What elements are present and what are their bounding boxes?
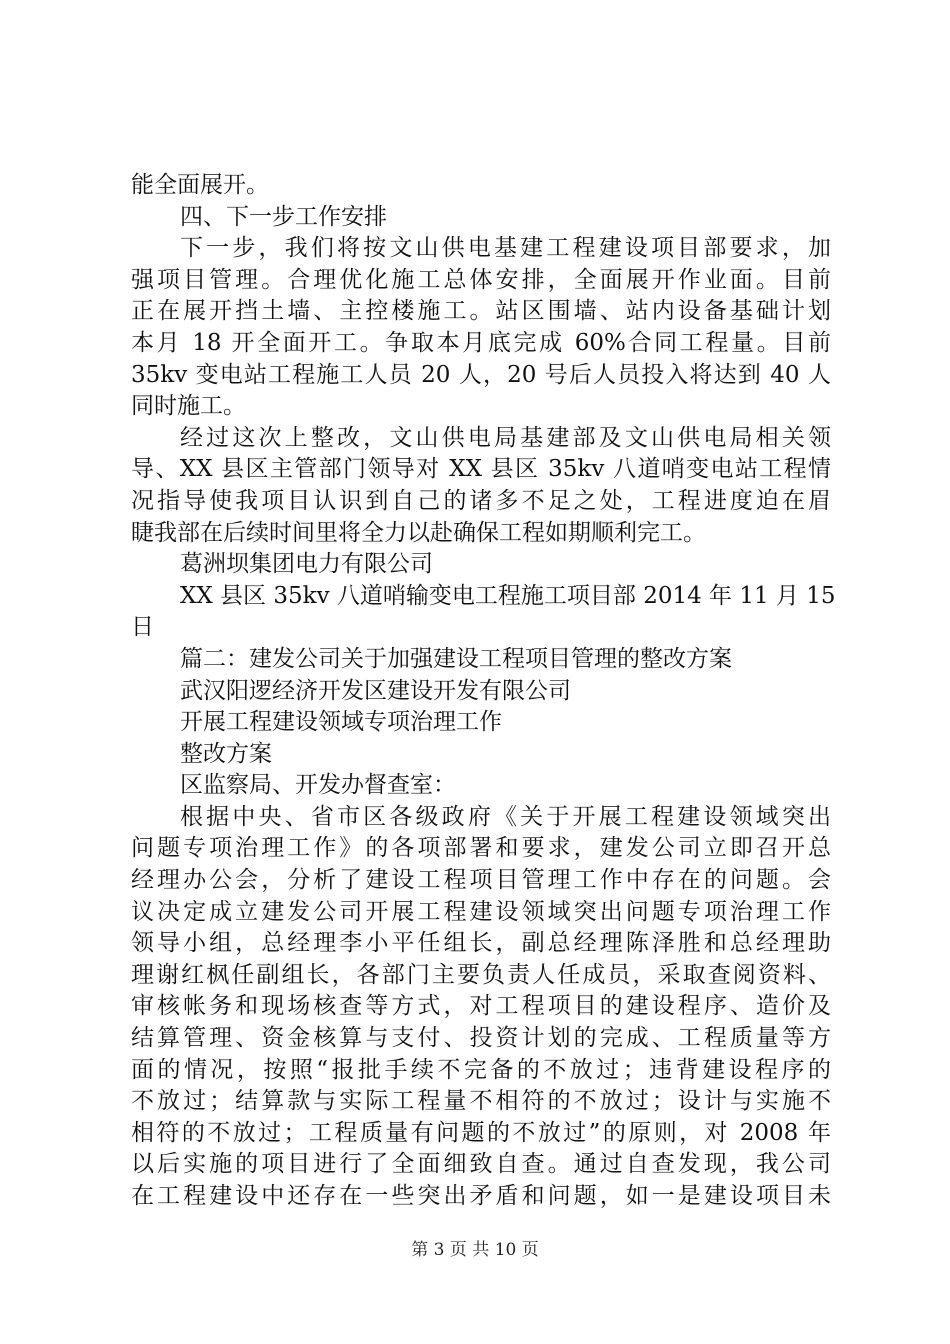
paragraph-line: 日 bbox=[131, 614, 154, 641]
paragraph-line: 35kv 变电站工程施工人员 20 人，20 号后人员投入将达到 40 人 bbox=[131, 361, 831, 388]
paragraph-line: 能全面展开。 bbox=[131, 172, 269, 198]
paragraph-line: 况指导使我项目认识到自己的诸多不足之处，工程进度迫在眉 bbox=[131, 487, 831, 514]
paragraph-line: 问题专项治理工作》的各项部署和要求，建发公司立即召开总 bbox=[131, 835, 831, 862]
paragraph-line: 结算管理、资金核算与支付、投资计划的完成、工程质量等方 bbox=[131, 1025, 831, 1052]
paragraph-line: 不放过；结算款与实际工程量不相符的不放过；设计与实施不 bbox=[131, 1088, 831, 1115]
paragraph-line: 正在展开挡土墙、主控楼施工。站区围墙、站内设备基础计划 bbox=[131, 298, 831, 325]
page-number-footer: 第 3 页 共 10 页 bbox=[411, 1240, 539, 1260]
body-text bbox=[131, 170, 836, 1213]
paragraph-line: 睫我部在后续时间里将全力以赴确保工程如期顺利完工。 bbox=[131, 519, 706, 546]
paragraph-line: 本月 18 开全面开工。争取本月底完成 60%合同工程量。目前 bbox=[131, 329, 831, 356]
paragraph-line: 领导小组，总经理李小平任组长，副总经理陈泽胜和总经理助 bbox=[131, 930, 831, 957]
paragraph-line: 经过这次上整改，文山供电局基建部及文山供电局相关领 bbox=[180, 424, 831, 451]
company-name: 武汉阳逻经济开发区建设开发有限公司 bbox=[180, 677, 571, 704]
section-heading: 四、下一步工作安排 bbox=[180, 203, 387, 230]
paragraph-line: 强项目管理。合理优化施工总体安排，全面展开作业面。目前 bbox=[131, 266, 831, 293]
paragraph-line: 导、XX 县区主管部门领导对 XX 县区 35kv 八道哨变电站工程情 bbox=[131, 456, 831, 483]
document-subtitle: 整改方案 bbox=[180, 740, 272, 767]
paragraph-line: 经理办公会，分析了建设工程项目管理工作中存在的问题。会 bbox=[131, 867, 831, 894]
paragraph-line: 在工程建设中还存在一些突出矛盾和问题，如一是建设项目未 bbox=[131, 1183, 831, 1209]
paragraph-line: 审核帐务和现场核查等方式，对工程项目的建设程序、造价及 bbox=[131, 993, 831, 1020]
paragraph-line: 理谢红枫任副组长，各部门主要负责人任成员，采取查阅资料、 bbox=[131, 961, 831, 988]
document-subtitle: 开展工程建设领域专项治理工作 bbox=[180, 709, 502, 736]
paragraph-line: 同时施工。 bbox=[131, 393, 246, 420]
paragraph-line: 根据中央、省市区各级政府《关于开展工程建设领域突出 bbox=[180, 803, 831, 830]
paragraph-line: 相符的不放过；工程质量有问题的不放过”的原则，对 2008 年 bbox=[131, 1119, 831, 1146]
signature-company: 葛洲坝集团电力有限公司 bbox=[180, 551, 433, 578]
signature-department-date: XX 县区 35kv 八道哨输变电工程施工项目部 2014 年 11 月 15 bbox=[180, 582, 836, 609]
paragraph-line: 以后实施的项目进行了全面细致自查。通过自查发现，我公司 bbox=[131, 1151, 831, 1178]
paragraph-line: 下一步，我们将按文山供电基建工程建设项目部要求，加 bbox=[180, 235, 831, 262]
addressee: 区监察局、开发办督查室： bbox=[180, 772, 456, 799]
article-title: 篇二：建发公司关于加强建设工程项目管理的整改方案 bbox=[180, 645, 732, 672]
paragraph-line: 面的情况，按照“报批手续不完备的不放过；违背建设程序的 bbox=[131, 1056, 831, 1083]
paragraph-line: 议决定成立建发公司开展工程建设领域突出问题专项治理工作 bbox=[131, 898, 831, 925]
